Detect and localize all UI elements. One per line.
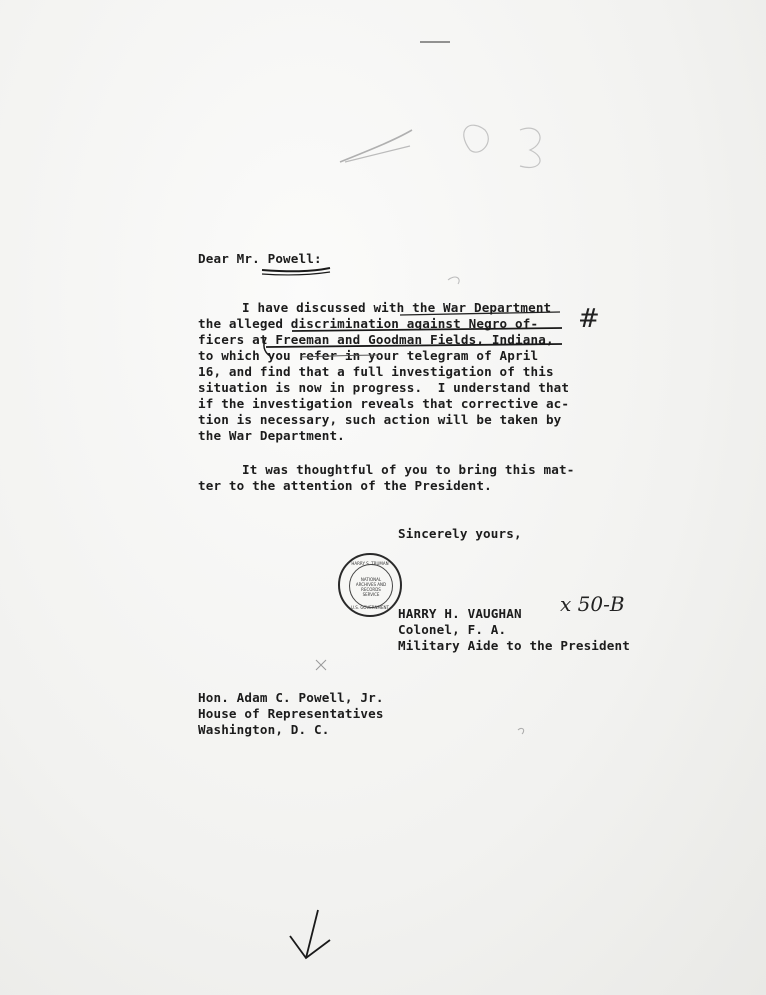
recipient-name: Hon. Adam C. Powell, Jr. <box>198 690 384 705</box>
body-line: I have discussed with the War Department <box>242 300 552 315</box>
underline-powell <box>262 268 330 271</box>
body-line: the alleged discrimination against Negro of- <box>198 316 539 331</box>
margin-mark: # <box>578 304 600 334</box>
signer-rank: Colonel, F. A. <box>398 622 507 637</box>
recipient-office: House of Representatives <box>198 706 384 721</box>
body-line: 16, and find that a full investigation of this <box>198 364 554 379</box>
closing-line: It was thoughtful of you to bring this mat- <box>242 462 575 477</box>
pencil-stroke <box>448 277 459 284</box>
recipient-city: Washington, D. C. <box>198 722 330 737</box>
salutation: Dear Mr. Powell: <box>198 251 322 266</box>
pencil-stroke <box>464 125 489 152</box>
stamp-center-text: NATIONAL ARCHIVES AND RECORDS SERVICE <box>355 577 387 597</box>
pencil-stroke <box>340 130 412 162</box>
arrow-head <box>290 936 330 958</box>
body-line: situation is now in progress. I understand that <box>198 380 570 395</box>
stamp-top-text: HARRY S. TRUMAN <box>351 561 389 566</box>
body-line: to which you refer in your telegram of April <box>198 348 539 363</box>
underline-powell <box>262 272 330 275</box>
pencil-x-mark <box>316 660 326 670</box>
body-line: the War Department. <box>198 428 345 443</box>
body-line: ficers at Freeman and Goodman Fields, Indiana, <box>198 332 554 347</box>
stamp-bottom-text: U.S. GOVERNMENT <box>351 605 389 610</box>
arrow-shaft <box>306 910 318 958</box>
pencil-stroke <box>520 128 540 167</box>
signer-title: Military Aide to the President <box>398 638 630 653</box>
file-notation: x 50-B <box>560 592 625 616</box>
valediction: Sincerely yours, <box>398 526 522 541</box>
closing-line: ter to the attention of the President. <box>198 478 492 493</box>
body-line: if the investigation reveals that corrective ac- <box>198 396 570 411</box>
pencil-stroke <box>345 146 410 162</box>
pencil-stroke <box>518 728 524 734</box>
signer-name: HARRY H. VAUGHAN <box>398 606 522 621</box>
body-line: tion is necessary, such action will be taken by <box>198 412 562 427</box>
archive-stamp <box>338 553 402 617</box>
